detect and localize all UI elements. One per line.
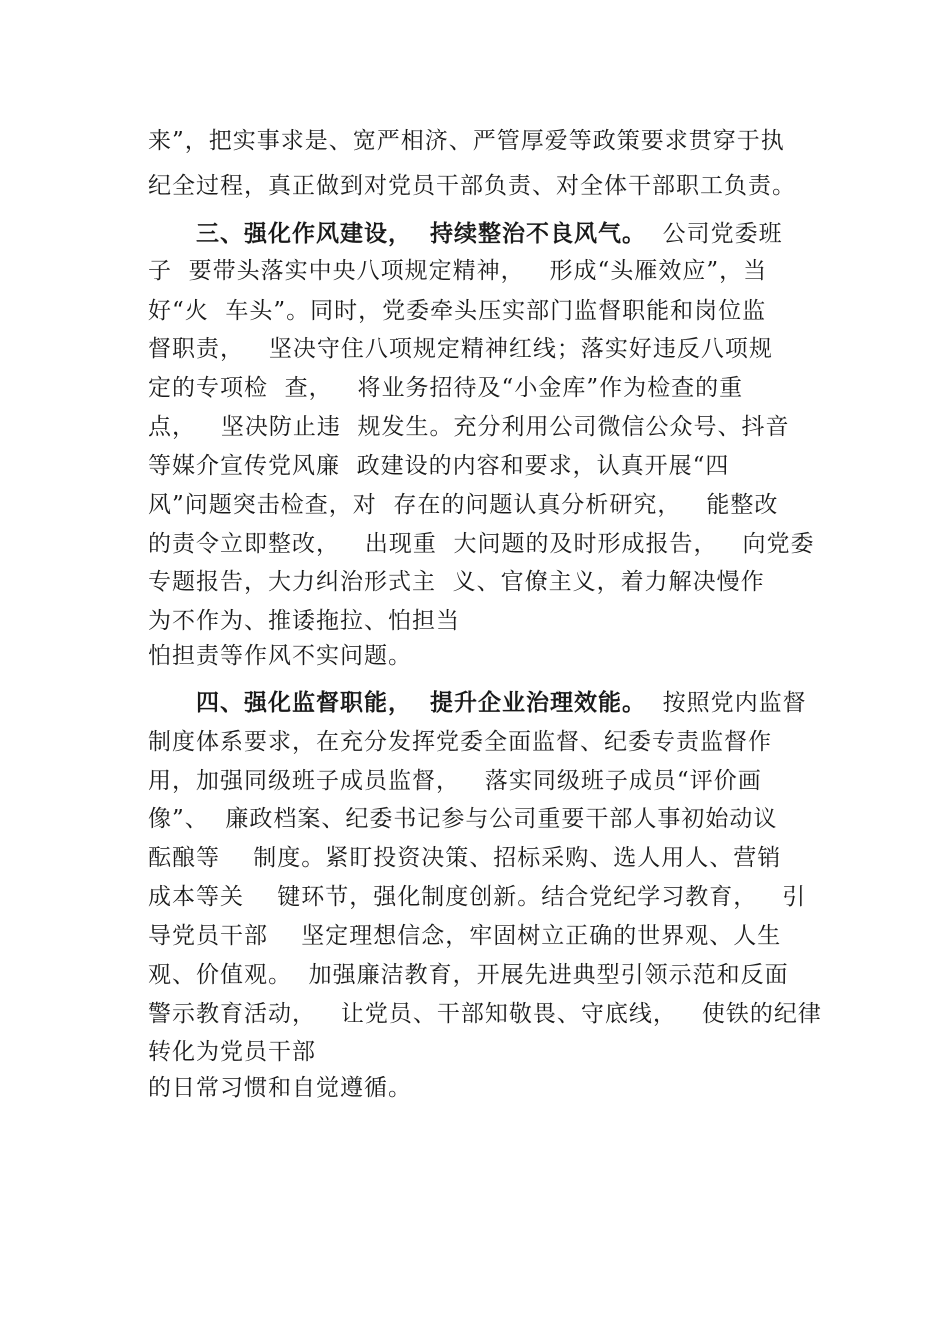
paragraph-3-line: 导党员干部 坚定理想信念，牢固树立正确的世界观、人生 <box>148 923 782 949</box>
paragraph-2-line: 定的专项检 查， 将业务招待及“小金库”作为检查的重 <box>148 375 744 401</box>
paragraph-2-first-line <box>196 219 783 249</box>
paragraph-2-line: 怕担责等作风不实问题。 <box>148 643 412 669</box>
paragraph-3-line: 警示教育活动， 让党员、干部知敬畏、守底线， 使铁的纪律 <box>148 1001 822 1027</box>
paragraph-2-line: 等媒介宣传党风廉 政建设的内容和要求，认真开展“四 <box>148 453 730 479</box>
paragraph-1-line: 来”，把实事求是、宽严相济、严管厚爱等政策要求贯穿于执 <box>148 128 785 154</box>
section-heading-3: 三、强化作风建设， 持续整治不良风气。 <box>196 221 647 247</box>
paragraph-3-line: 制度体系要求，在充分发挥党委全面监督、纪委专责监督作 <box>148 729 772 755</box>
paragraph-3-line: 用，加强同级班子成员监督， 落实同级班子成员“评价画 <box>148 768 762 794</box>
paragraph-2-line: 好“火 车头”。同时，党委牵头压实部门监督职能和岗位监 <box>148 298 767 324</box>
paragraph-3-first-line <box>196 688 807 718</box>
paragraph-3-line: 观、价值观。 加强廉洁教育，开展先进典型引领示范和反面 <box>148 962 789 988</box>
paragraph-3-line: 的日常习惯和自觉遵循。 <box>148 1075 412 1101</box>
paragraph-2-line: 风”问题突击检查，对 存在的问题认真分析研究， 能整改 <box>148 492 779 518</box>
paragraph-3-line: 转化为党员干部 <box>148 1039 316 1065</box>
paragraph-2-line: 子 要带头落实中央八项规定精神， 形成“头雁效应”，当 <box>148 258 768 284</box>
paragraph-1-line: 纪全过程，真正做到对党员干部负责、对全体干部职工负责。 <box>148 173 796 199</box>
paragraph-3-line: 酝酿等 制度。紧盯投资决策、招标采购、选人用人、营销 <box>148 845 782 871</box>
paragraph-2-line: 督职责， 坚决守住八项规定精神红线；落实好违反八项规 <box>148 336 773 362</box>
paragraph-2-line: 专题报告，大力纠治形式主 义、官僚主义，着力解决慢作 <box>148 569 765 595</box>
section-heading-4: 四、强化监督职能， 提升企业治理效能。 <box>196 690 647 716</box>
paragraph-3-line: 成本等关 键环节，强化制度创新。结合党纪学习教育， 引 <box>148 884 807 910</box>
paragraph-2-line: 点， 坚决防止违 规发生。充分利用公司微信公众号、抖音 <box>148 414 790 440</box>
paragraph-2-line: 为不作为、推诿拖拉、怕担当 <box>148 608 460 634</box>
paragraph-3-line: 像”、 廉政档案、纪委书记参与公司重要干部人事初始动议 <box>148 806 778 832</box>
paragraph-2-first-line-text: 公司党委班 <box>646 221 783 247</box>
paragraph-3-first-line-text: 按照党内监督 <box>646 690 807 716</box>
paragraph-2-line: 的责令立即整改， 出现重 大问题的及时形成报告， 向党委 <box>148 531 815 557</box>
